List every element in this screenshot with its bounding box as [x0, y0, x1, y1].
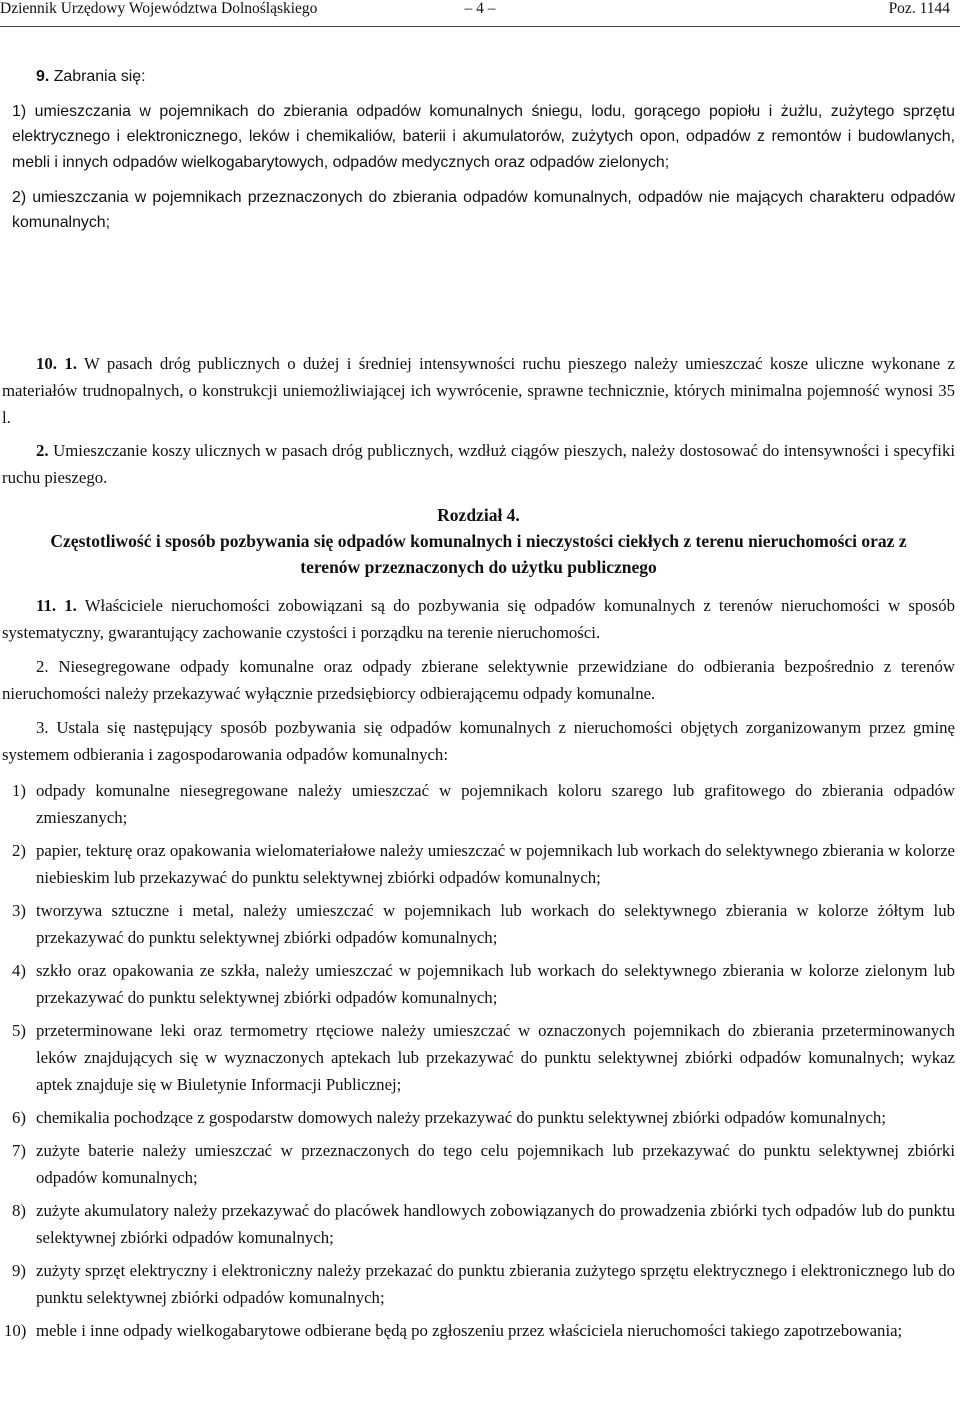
- list-item: 8) zużyte akumulatory należy przekazywać do placówek handlowych zobowiązanych do prowadzenia zbiórki tych odpadów lub do punktu selektywnej zbiórki odpadów komunalnych;: [12, 1200, 955, 1247]
- page-number: – 4 –: [464, 0, 496, 17]
- paragraph-10-1: 10. 1. W pasach dróg publicznych o dużej i średniej intensywności ruchu pieszego należy umieszczać kosze uliczne wykonane z materiałów trudnopalnych, o konstrukcji uniemożliwiającej ich wywrócenie, sprawne technicznie, których minimalna pojemność wynosi 35 l.: [2, 354, 955, 427]
- list-item: 9) zużyty sprzęt elektryczny i elektroniczny należy przekazać do punktu zbierania zużytego sprzętu elektrycznego i elektronicznego lub do punktu selektywnej zbiórki odpadów komunalnych;: [12, 1260, 955, 1307]
- list-item: 5) przeterminowane leki oraz termometry rtęciowe należy umieszczać w oznaczonych pojemnikach do zbierania przeterminowanych leków znajdujących się w wyznaczonych aptekach lub przekazywać do punktu selektywnej zbiórki odpadów komunalnych; wykaz aptek znajduje się w Biuletynie Informacji Publicznej;: [12, 1020, 955, 1094]
- document-body: [2, 64, 955, 235]
- list-item: 3) tworzywa sztuczne i metal, należy umieszczać w pojemnikach lub workach do selektywnego zbierania w kolorze żółtym lub przekazywać do punktu selektywnej zbiórki odpadów komunalnych;: [12, 900, 955, 947]
- paragraph-9-text: Zabrania się:: [53, 68, 146, 85]
- document-body-serif: [2, 350, 955, 1344]
- paragraph-9-number: 9.: [36, 68, 50, 85]
- list-item: 2) papier, tekturę oraz opakowania wielomateriałowe należy umieszczać w pojemnikach lub workach do selektywnego zbierania w kolorze niebieskim lub przekazywać do punktu selektywnej zbiórki odpadów komunalnych;: [12, 840, 955, 887]
- chapter-title: Częstotliwość i sposób pozbywania się odpadów komunalnych i nieczystości ciekłych z terenu nieruchomości oraz z terenów przeznaczonych do użytku publicznego: [50, 530, 907, 577]
- paragraph-9-item: 2) umieszczania w pojemnikach przeznaczonych do zbierania odpadów komunalnych, odpadów nie mających charakteru odpadów komunalnych;: [12, 188, 955, 232]
- paragraph-10-number: 10.: [36, 354, 57, 373]
- list-item: 1) odpady komunalne niesegregowane należy umieszczać w pojemnikach koloru szarego lub grafitowego do zbierania odpadów zmieszanych;: [12, 780, 955, 827]
- list-item: 10) meble i inne odpady wielkogabarytowe odbierane będą po zgłoszeniu przez właściciela nieruchomości takiego zapotrzebowania;: [4, 1320, 903, 1340]
- chapter-label: Rozdział 4.: [437, 505, 520, 525]
- list-item: 4) szkło oraz opakowania ze szkła, należy umieszczać w pojemnikach lub workach do selektywnego zbierania w kolorze zielonym lub przekazywać do punktu selektywnej zbiórki odpadów komunalnych;: [12, 960, 955, 1007]
- paragraph-11-3: 3. Ustala się następujący sposób pozbywania się odpadów komunalnych z nieruchomości objętych zorganizowanym przez gminę systemem odbierania i zagospodarowania odpadów komunalnych:: [2, 717, 955, 765]
- paragraph-10-2: 2. Umieszczanie koszy ulicznych w pasach dróg publicznych, wzdłuż ciągów pieszych, należy dostosować do intensywności i specyfiki ruchu pieszego.: [2, 441, 955, 487]
- list-item: 6) chemikalia pochodzące z gospodarstw domowych należy przekazywać do punktu selektywnej zbiórki odpadów komunalnych;: [12, 1107, 886, 1127]
- page-header: [0, 0, 960, 27]
- list-item: 7) zużyte baterie należy umieszczać w przeznaczonych do tego celu pojemnikach lub przekazywać do punktu selektywnej zbiórki odpadów komunalnych;: [12, 1140, 955, 1187]
- paragraph-11-1: 11. 1. Właściciele nieruchomości zobowiązani są do pozbywania się odpadów komunalnych z terenów nieruchomości w sposób systematyczny, gwarantujący zachowanie czystości i porządku na terenie nieruchomości.: [2, 595, 955, 643]
- position-number: Poz. 1144: [888, 0, 950, 17]
- paragraph-9-item: 1) umieszczania w pojemnikach do zbierania odpadów komunalnych śniegu, lodu, gorącego popiołu i żużlu, zużytego sprzętu elektrycznego i elektronicznego, leków i chemikaliów, baterii i akumulatorów, zużytych opon, odpadów z remontów i budowlanych, mebli i innych odpadów wielkogabarytowych, odpadów medycznych oraz odpadów zielonych;: [12, 103, 955, 171]
- journal-title: Dziennik Urzędowy Województwa Dolnośląskiego: [0, 0, 318, 17]
- paragraph-11-2: 2. Niesegregowane odpady komunalne oraz odpady zbierane selektywnie przewidziane do odbierania bezpośrednio z terenów nieruchomości należy przekazywać wyłącznie przedsiębiorcy odbierającemu odpady komunalne.: [2, 656, 955, 704]
- paragraph-11-number: 11.: [36, 595, 57, 615]
- paragraph-9-lead: [2, 64, 955, 89]
